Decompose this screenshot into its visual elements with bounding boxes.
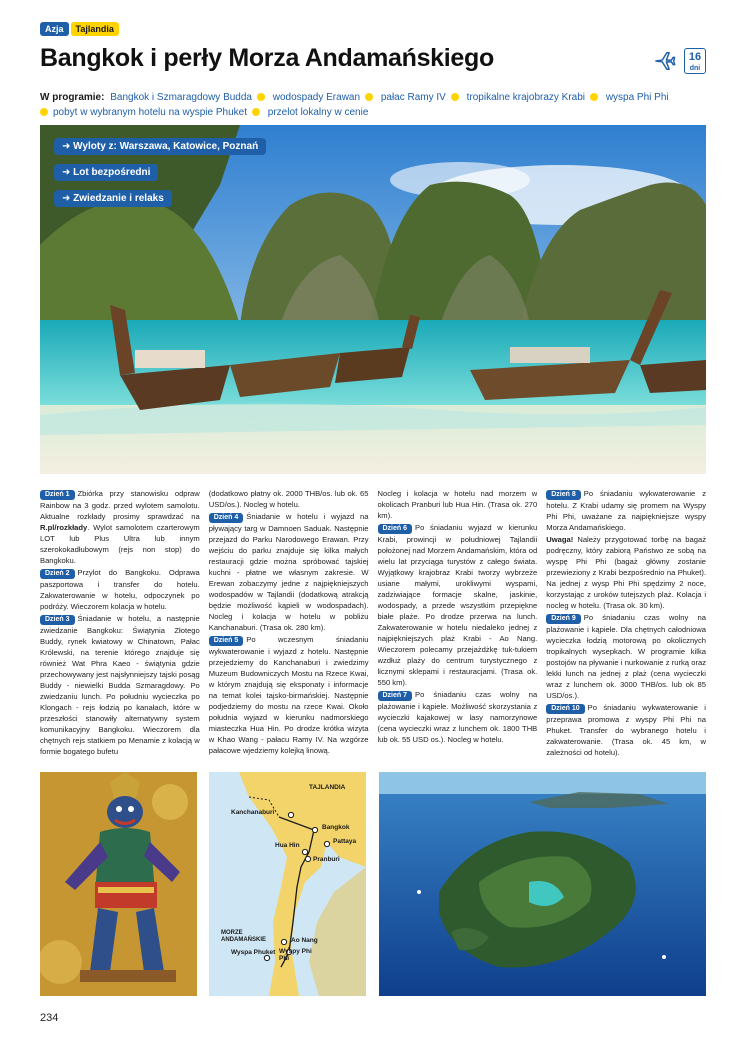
day-text: Po śniadaniu czas wolny na plażowanie i kąpiele. Możliwość skorzystania z wycieczki kajakowej w lasy namorzynowe (cena wycieczki wraz z lunchem ok. 1800 THB lub ok. 55 USD os.). Nocleg w hotelu.: [377, 690, 538, 744]
map-country-label: TAJLANDIA: [309, 784, 346, 791]
day-label: Dzień 9: [546, 614, 581, 624]
day-paragraph: [546, 702, 706, 758]
bullet-dot-icon: [40, 108, 48, 116]
day-label: Dzień 10: [546, 704, 584, 714]
day-text: Po śniadaniu wyjazd w kierunku Krabi, prowincji w południowej Tajlandii położonej nad Morzem Andamańskim, która od wielu lat przyciąga turystów z całego świata. Wyjątkowy krajobraz Krabi tworzy wybrzeże usiane małymi, urokliwymi wyspami, zadziwiające formacje skalne, jaskinie, wodospady, a przede wszystkim przepiękne białe plaże. Po drodze przerwa na lunch. Zakwaterowanie w hotelu niedaleko jednej z najpiękniejszych plaż Krabi - Ao Nang. Wieczorem polecamy przejażdżkę tuk-tukiem wzdłuż plaży do centrum turystycznego z licznymi sklepami i restauracjami. (Trasa ok. 550 km).: [377, 523, 538, 687]
trip-meta: [654, 48, 706, 74]
bullet-dot-icon: [252, 108, 260, 116]
map-place-label: Hua Hin: [275, 842, 300, 849]
note-label: Uwaga!: [546, 535, 574, 544]
day-label: Dzień 1: [40, 490, 75, 500]
day-text: Po śniadaniu czas wolny na plażowanie i kąpiele. Dla chętnych całodniowa wycieczka łodzią motorową po okolicznych tropikalnych wysepkach. W programie kilka postojów na pływanie i nurkowanie z rurką oraz lekki lunch na jednej z plaż (cena wycieczki wraz z lunchem ok. 3000 THB/os. lub ok 85 USD/os.).: [546, 613, 706, 700]
itinerary-column: [209, 488, 369, 768]
itinerary-column: [546, 488, 706, 768]
program-item: Bangkok i Szmaragdowy Budda: [110, 92, 252, 103]
map-place-label: Kanchanaburi: [231, 809, 275, 816]
day-text: Śniadanie w hotelu, a następnie zwiedzanie Bangkoku: Świątynia Złotego Buddy, rynek kwiatowy w Chinatown, Pałac Królewski, na terenie którego znajduje się również Wat Phra Kaeo - świątynia gdzie przechowywany jest najsłynniejszy tajski posąg Buddy - niewielki Budda Szmaragdowy. Po zwiedzaniu lunch. Po południu wycieczka po Klongach - rejs łodzią po kanałach, które w przeszłości stanowiły alternatywny system komunikacyjny Bangkoku. Wieczorem dla chętnych rejs statkiem po Menamie z kolacją w formie bogatego bufetu: [40, 614, 200, 756]
temple-statue-illustration: [40, 772, 197, 996]
note-paragraph: [546, 534, 706, 611]
day-text: Po wczesnym śniadaniu wykwaterowanie i wyjazd z hotelu. Następnie przejedziemy do Kanchanaburi i zwiedzimy Muzeum Budowniczych Mostu na Rzece Kwai, w którym znajdują się eksponaty i informacje na temat kolei tajsko-birmańskiej. Następnie podjedziemy do mostu na rzece Kwai. Około południa wyjazd w kierunku nadmorskiego miasteczka Hua Hin. Po drodze krótka wizyta w Khao Wang - pałacu Ramy IV. Na wzgórze pałacowe wjedziemy kolejką linową.: [208, 635, 369, 755]
day-text: . Wylot samolotem czarterowym LOT lub Plus Ultra lub innym szerokokadłubowym (rejs non stop) do Bangkoku.: [40, 523, 200, 565]
day-label: Dzień 4: [209, 513, 244, 523]
program-item: pałac Ramy IV: [380, 92, 446, 103]
day-text: Przylot do Bangkoku. Odprawa paszportowa i transfer do hotelu. Zakwaterowanie w hotelu, odpoczynek po podróży. Wieczorem kolacja w hotelu.: [40, 568, 200, 611]
day-paragraph: [378, 488, 538, 521]
day-label: Dzień 8: [546, 490, 581, 500]
hero-photo: [40, 125, 706, 474]
day-label: Dzień 7: [378, 691, 413, 701]
itinerary-column: [378, 488, 538, 768]
map-sea-label: MORZE ANDAMAŃSKIE: [221, 930, 266, 943]
program-item: wyspa Phi Phi: [605, 92, 669, 103]
schedule-link[interactable]: R.pl/rozkłady: [40, 523, 88, 532]
route-map: [209, 772, 366, 996]
day-paragraph: [378, 689, 538, 745]
page-number: 234: [40, 1012, 59, 1024]
day-paragraph: [209, 511, 369, 633]
day-paragraph: [40, 567, 200, 612]
map-place-label: Wyspy Phi Phi: [279, 948, 312, 962]
day-paragraph: [209, 488, 369, 510]
island-aerial-illustration: [379, 772, 706, 996]
direct-flight-tag: ➜ Lot bezpośredni: [54, 164, 158, 181]
region-tag[interactable]: Azja: [40, 22, 69, 36]
day-label: Dzień 5: [209, 636, 244, 646]
day-text: Należy przygotować torbę na bagaż podręczny, który zabiorą Państwo ze sobą na wyspę Phi Phi (bagaż główny zostanie przewieziony z Krabi bezpośrednio na Phuket). Na jednej z wysp Phi Phi spędzimy 2 noce, korzystając z uroków tutejszych plaż. Kolacja i nocleg w hotelu. (Trasa ok. 30 km).: [546, 535, 706, 610]
day-paragraph: [546, 488, 706, 533]
island-aerial-photo: [379, 772, 706, 996]
duration-unit: dni: [689, 65, 701, 72]
map-place-label: Pattaya: [333, 838, 357, 845]
bullet-dot-icon: [365, 93, 373, 101]
destination-tags: [40, 22, 119, 36]
map-place-label: Bangkok: [322, 824, 350, 831]
day-text: Zbiórka przy stanowisku odpraw Rainbow na 3 godz. przed wylotem samolotu. Aktualne rozkłady prosimy sprawdzać na: [40, 489, 200, 521]
day-paragraph: [546, 612, 706, 701]
country-tag[interactable]: Tajlandia: [71, 22, 119, 36]
program-item: przelot lokalny w cenie: [267, 107, 369, 118]
duration-badge: [684, 48, 706, 74]
day-text: Po śniadaniu wykwaterowanie z hotelu. Z Krabi udamy się promem na Wyspy Phi Phi, uważane za najpiękniejsze wyspy Morza Andamańskiego.: [546, 489, 706, 532]
day-label: Dzień 3: [40, 615, 75, 625]
program-item: tropikalne krajobrazy Krabi: [466, 92, 586, 103]
map-place-label: Ao Nang: [291, 937, 318, 944]
bullet-dot-icon: [257, 93, 265, 101]
day-text: Śniadanie w hotelu i wyjazd na pływający targ w Damnoen Saduak. Następnie przejazd do Parku Narodowego Erawan. Przy wejściu do parku znajduje się kilka małych restauracji gdzie można spróbować tajskiej kuchni - płatne we własnym zakresie. W Erewan zobaczymy jedne z najpiękniejszych wodospadów w Tajlandii (dodatkową atrakcją będzie możliwość kąpieli w wodospadach). Nocleg i kolacja w hotelu w pobliżu Kanchanaburi. (Trasa ok. 280 km).: [208, 512, 369, 632]
airplane-icon: [654, 50, 676, 72]
map-place-label: Pranburi: [313, 856, 340, 863]
itinerary-column: [40, 488, 200, 768]
program-item: wodospady Erawan: [272, 92, 361, 103]
page-title: Bangkok i perły Morza Andamańskiego: [40, 44, 494, 72]
duration-days: 16: [688, 51, 702, 63]
program-label: W programie:: [40, 92, 105, 103]
day-label: Dzień 6: [378, 524, 413, 534]
day-text: Po śniadaniu wykwaterowanie i przeprawa promowa z wyspy Phi Phi na Phuket. Transfer do wybranego hotelu i zakwaterowanie. (Trasa ok. 45 km, w zależności od hotelu).: [546, 703, 706, 757]
bullet-dot-icon: [451, 93, 459, 101]
map-place-label: Wyspa Phuket: [231, 949, 276, 956]
day-text: Nocleg i kolacja w hotelu nad morzem w okolicach Pranburi lub Hua Hin. (Trasa ok. 270 km).: [377, 489, 538, 520]
program-highlights: [40, 90, 710, 120]
day-text: (dodatkowo płatny ok. 2000 THB/os. lub ok. 65 USD/os.). Nocleg w hotelu.: [208, 489, 369, 509]
program-item: pobyt w wybranym hotelu na wyspie Phuket: [53, 107, 247, 118]
day-label: Dzień 2: [40, 569, 75, 579]
tour-type-tag: ➜ Zwiedzanie i relaks: [54, 190, 172, 207]
departure-cities-tag: ➜ Wyloty z: Warszawa, Katowice, Poznań: [54, 138, 266, 155]
bullet-dot-icon: [590, 93, 598, 101]
thailand-map-illustration: [209, 772, 366, 996]
day-paragraph: [40, 488, 200, 566]
day-paragraph: [378, 522, 538, 688]
day-paragraph: [209, 634, 369, 756]
itinerary-columns: [40, 488, 706, 768]
temple-guardian-photo: [40, 772, 197, 996]
day-paragraph: [40, 613, 200, 757]
